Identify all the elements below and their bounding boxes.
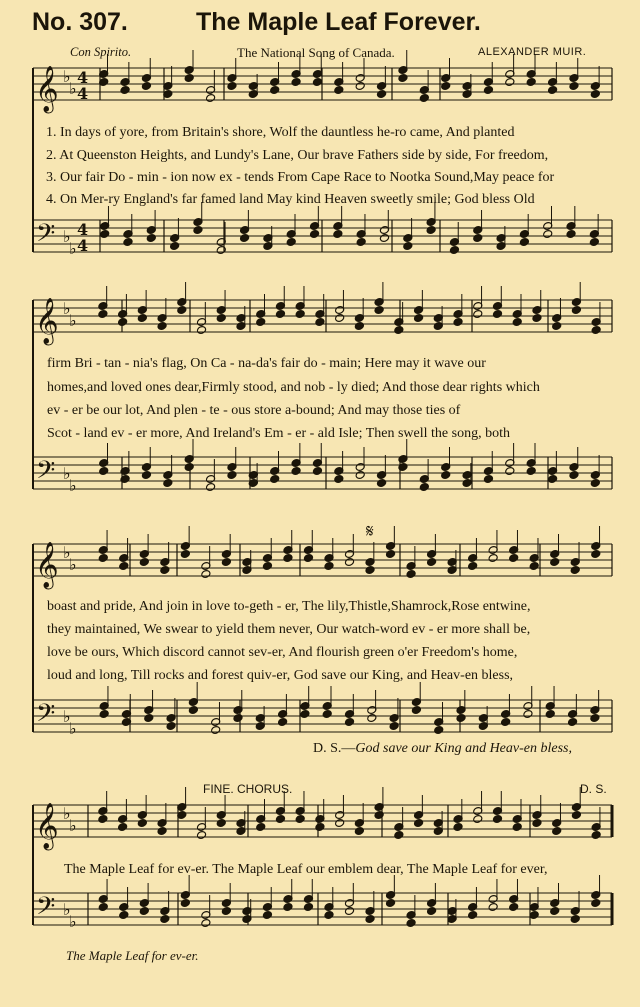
system-4-bass-note [406,919,416,928]
system-4-bass-note [385,899,395,908]
system-1-treble-note [377,90,387,99]
system-4-bass-note [283,903,293,912]
system-1-treble-note [141,82,151,91]
system-1-treble-note [590,90,600,99]
system-3-bass-note [434,726,444,735]
system-2-key-signature: ♭ [69,311,77,330]
system-1-bass-note [589,238,599,247]
system-4-treble-note [532,819,542,828]
chorus-closing-line: The Maple Leaf for ev-er. [66,948,199,963]
system-1-key-signature: ♭ [69,79,77,98]
system-2-bass-note [526,467,536,476]
system-1-treble-note [334,86,344,95]
system-4-key-signature: ♭ [69,816,77,835]
time-signature-top: 4 [77,220,89,239]
system-4-key-signature: ♭ [63,804,71,823]
system-3-treble-note [283,554,293,563]
system-1-treble-clef: 𝄞 [35,66,59,112]
system-2-treble-note [473,310,483,319]
system-2-treble-note [591,326,601,335]
system-1-bass-note [449,246,459,255]
system-2-bass-note [184,463,194,472]
system-3-bass-note [278,718,288,727]
system-1-treble-note [355,82,365,91]
system-3-treble-note [427,558,437,567]
system-1-key-signature: ♭ [63,227,71,246]
system-2-treble-note [98,310,108,319]
system-1-bass-note [379,234,389,243]
system-3-treble-note [385,550,395,559]
system-2-treble-note [374,306,384,315]
system-3-bass-note [501,718,511,727]
system-4-treble-note [315,823,325,832]
system-4-bass-note [98,903,108,912]
system-3-bass-note [545,710,555,719]
system-4-treble-note [118,823,128,832]
system-4-bass-clef: 𝄢 [36,892,56,927]
system-4-bass-note [324,911,334,920]
system-4-treble-note [137,819,147,828]
segno-sign: 𝄋 [366,521,374,542]
verse-line-2: homes,and loved ones dear,Firmly stood, and nob - ly died; And those dear rights which [47,380,540,395]
verse-line-2: they maintained, We swear to yield them never, Our watch-word ev - er more shall be, [47,622,531,637]
system-4-treble-note [335,819,345,828]
system-2-treble-note [256,318,266,327]
system-4-treble-note [453,823,463,832]
system-3-bass-note [211,726,221,735]
system-2-treble-note [315,318,325,327]
time-signature-bottom: 4 [77,84,89,103]
system-1-key-signature: ♭ [69,239,77,258]
system-2-bass-note [163,479,173,488]
system-4-bass-note [303,903,313,912]
verse-line-3: 3. Our fair Do - min - ion now ex - tends From Cape Race to Nootka Sound,May peace for [46,170,555,185]
system-1-bass-note [193,226,203,235]
system-2-bass-clef: 𝄢 [36,456,56,491]
verse-line-1: boast and pride, And join in love to-geth - er, The lily,Thistle,Shamrock,Rose entwine, [47,599,531,614]
system-3-bass-note [456,714,466,723]
system-2-treble-note [552,322,562,331]
system-2-bass-note [227,471,237,480]
system-3-treble-note [570,566,580,575]
system-2-treble-clef: 𝄞 [35,298,59,344]
system-2-treble-note [137,314,147,323]
system-3-treble-note [119,562,129,571]
system-2-bass-note [441,471,451,480]
system-1-treble-note [291,78,301,87]
system-4-bass-note [529,911,539,920]
system-2-bass-note [141,471,151,480]
system-1-bass-note [123,238,133,247]
system-1-treble-note [483,86,493,95]
verse-line-4: 4. On Mer-ry England's far famed land May kind Heaven sweetly smile; God bless Old [46,192,535,207]
system-3-bass-note [568,718,578,727]
system-4-bass-note [201,919,211,928]
system-2-treble-note [335,314,345,323]
system-2-treble-note [295,310,305,319]
system-4-treble-clef: 𝄞 [35,803,59,849]
ds-lyric-line: D. S.—God save our King and Heav-en bless, [313,741,572,756]
system-4-treble-note [414,819,424,828]
time-signature-top: 4 [77,68,89,87]
tempo-marking: Con Spirito. [70,45,132,59]
system-4-treble-note [157,827,167,836]
system-2-treble-note [492,310,502,319]
verse-line-2: 2. At Queenston Heights, and Lundy's Lane, Our brave Fathers side by side, For freedom, [46,148,549,163]
system-3-treble-note [509,554,519,563]
system-4-bass-note [160,915,170,924]
system-4-bass-note [468,911,478,920]
system-1-treble-note [206,94,216,103]
system-3-key-signature: ♭ [69,719,77,738]
system-1-bass-note [146,234,156,243]
hymn-subtitle: The National Song of Canada. [237,45,395,60]
system-1-treble-note [441,82,451,91]
system-2-bass-note [99,467,109,476]
system-3-bass-note [99,710,109,719]
system-2-bass-note [590,479,600,488]
system-4-treble-note [394,831,404,840]
system-3-bass-note [411,706,421,715]
system-4-bass-note [427,907,437,916]
system-2-bass-note [334,475,344,484]
system-4-treble-note [216,819,226,828]
system-1-treble-note [270,86,280,95]
system-2-bass-note [312,467,322,476]
system-2-bass-note [270,475,280,484]
system-4-bass-note [221,907,231,916]
system-2-treble-note [196,326,206,335]
system-1-treble-note [526,78,536,87]
system-4-key-signature: ♭ [63,900,71,919]
system-3-bass-note [367,714,377,723]
system-2-treble-note [414,314,424,323]
system-4-treble-note [571,811,581,820]
system-1-bass-note [403,242,413,251]
system-1-treble-note [548,86,558,95]
chorus-lyric-line: The Maple Leaf for ev-er. The Maple Leaf our emblem dear, The Maple Leaf for ever, [64,862,548,877]
system-1-bass-note [100,230,110,239]
system-1-bass-note [309,230,319,239]
system-1-treble-note [569,82,579,91]
system-1-bass-note [333,230,343,239]
system-3-key-signature: ♭ [63,707,71,726]
system-2-treble-note [275,310,285,319]
system-3-treble-note [221,558,231,567]
system-3-treble-note [98,554,108,563]
system-3-bass-clef: 𝄢 [36,699,56,734]
system-2-treble-note [157,322,167,331]
system-4-bass-note [591,899,601,908]
system-2-bass-note [291,467,301,476]
system-3-treble-note [529,562,539,571]
system-3-bass-note [523,710,533,719]
verse-line-4: Scot - land ev - er more, And Ireland's Em - er - ald Isle; Then swell the song, both [47,426,510,441]
system-1-treble-note [227,82,237,91]
fine-chorus-marking: FINE. CHORUS. [203,782,293,796]
system-2-treble-note [512,318,522,327]
system-2-bass-note [355,471,365,480]
system-4-treble-note [492,815,502,824]
system-3-bass-note [166,722,176,731]
system-2-bass-note [377,479,387,488]
system-3-treble-note [201,570,211,579]
hymn-title: The Maple Leaf Forever. [196,8,481,36]
system-2-key-signature: ♭ [63,299,71,318]
system-1-bass-note [356,238,366,247]
system-4-bass-note [119,911,129,920]
system-4-treble-note [374,811,384,820]
system-3-treble-note [160,566,170,575]
system-1-bass-note [543,230,553,239]
system-1-treble-note [419,94,429,103]
system-1-bass-note [426,226,436,235]
system-3-treble-note [550,558,560,567]
system-4-treble-note [473,815,483,824]
system-2-treble-note [394,326,404,335]
system-3-treble-note [406,570,416,579]
system-1-bass-note [519,238,529,247]
system-4-bass-note [570,915,580,924]
verse-line-4: loud and long, Till rocks and forest quiv-er, God save our King, and Heav-en bless, [47,668,514,683]
system-1-treble-note [312,78,322,87]
system-3-treble-note [139,558,149,567]
system-2-bass-note [206,483,216,492]
system-4-bass-note [509,903,519,912]
verse-line-3: ev - er be our lot, And plen - te - ous store a-bound; And may those ties of [47,403,461,418]
system-4-bass-note [180,899,190,908]
system-1-treble-note [184,74,194,83]
system-2-bass-note [419,483,429,492]
system-2-treble-note [177,306,187,315]
system-3-treble-clef: 𝄞 [35,542,59,588]
system-3-bass-note [233,714,243,723]
system-3-bass-note [590,714,600,723]
system-2-key-signature: ♭ [69,476,77,495]
system-1-bass-note [566,230,576,239]
system-1-bass-note [473,234,483,243]
system-3-treble-note [365,566,375,575]
system-4-bass-note [550,907,560,916]
system-2-key-signature: ♭ [63,464,71,483]
system-1-bass-note [286,238,296,247]
system-3-treble-note [324,562,334,571]
system-4-treble-note [591,831,601,840]
system-3-treble-note [344,558,354,567]
verse-line-1: firm Bri - tan - nia's flag, On Ca - na-da's fair do - main; Here may it wave our [47,356,486,371]
system-3-key-signature: ♭ [63,543,71,562]
system-2-bass-note [569,471,579,480]
system-1-bass-note [170,242,180,251]
system-4-treble-note [512,823,522,832]
system-4-treble-note [256,823,266,832]
system-2-bass-note [548,475,558,484]
verse-line-3: love be ours, Which discord cannot sev-er, And flourish green o'er Freedom's home, [47,645,518,660]
system-3-key-signature: ♭ [69,555,77,574]
system-4-treble-note [275,815,285,824]
system-4-key-signature: ♭ [69,912,77,931]
system-1-bass-note [240,234,250,243]
system-3-bass-note [389,722,399,731]
system-1-treble-note [120,86,130,95]
ds-marking: D. S. [580,782,607,796]
system-2-treble-note [453,318,463,327]
system-2-treble-note [532,314,542,323]
system-1-bass-clef: 𝄢 [36,219,56,254]
system-3-bass-note [344,718,354,727]
system-3-bass-note [144,714,154,723]
time-signature-bottom: 4 [77,236,89,255]
system-1-treble-note [398,74,408,83]
system-3-treble-note [591,550,601,559]
system-4-bass-note [344,907,354,916]
system-2-treble-note [354,322,364,331]
hymn-number: No. 307. [32,8,128,36]
system-3-treble-note [468,562,478,571]
system-2-treble-note [571,306,581,315]
system-4-treble-note [354,827,364,836]
system-4-bass-note [139,907,149,916]
system-4-treble-note [295,815,305,824]
system-4-treble-note [98,815,108,824]
system-1-treble-note [505,78,515,87]
system-3-treble-note [303,554,313,563]
system-1-key-signature: ♭ [63,67,71,86]
system-2-treble-note [216,314,226,323]
composer-name: ALEXANDER MUIR. [478,46,587,58]
verse-line-1: 1. In days of yore, from Britain's shore, Wolf the dauntless he-ro came, And planted [46,125,515,140]
system-4-treble-note [552,827,562,836]
system-3-bass-note [300,710,310,719]
system-2-bass-note [505,467,515,476]
system-2-bass-note [483,475,493,484]
system-3-treble-note [180,550,190,559]
system-4-treble-note [196,831,206,840]
system-4-bass-note [488,903,498,912]
system-3-treble-note [262,562,272,571]
system-3-bass-note [188,706,198,715]
system-3-bass-note [322,710,332,719]
system-4-bass-note [262,911,272,920]
system-3-treble-note [488,554,498,563]
system-1-bass-note [216,246,226,255]
system-4-bass-note [365,915,375,924]
